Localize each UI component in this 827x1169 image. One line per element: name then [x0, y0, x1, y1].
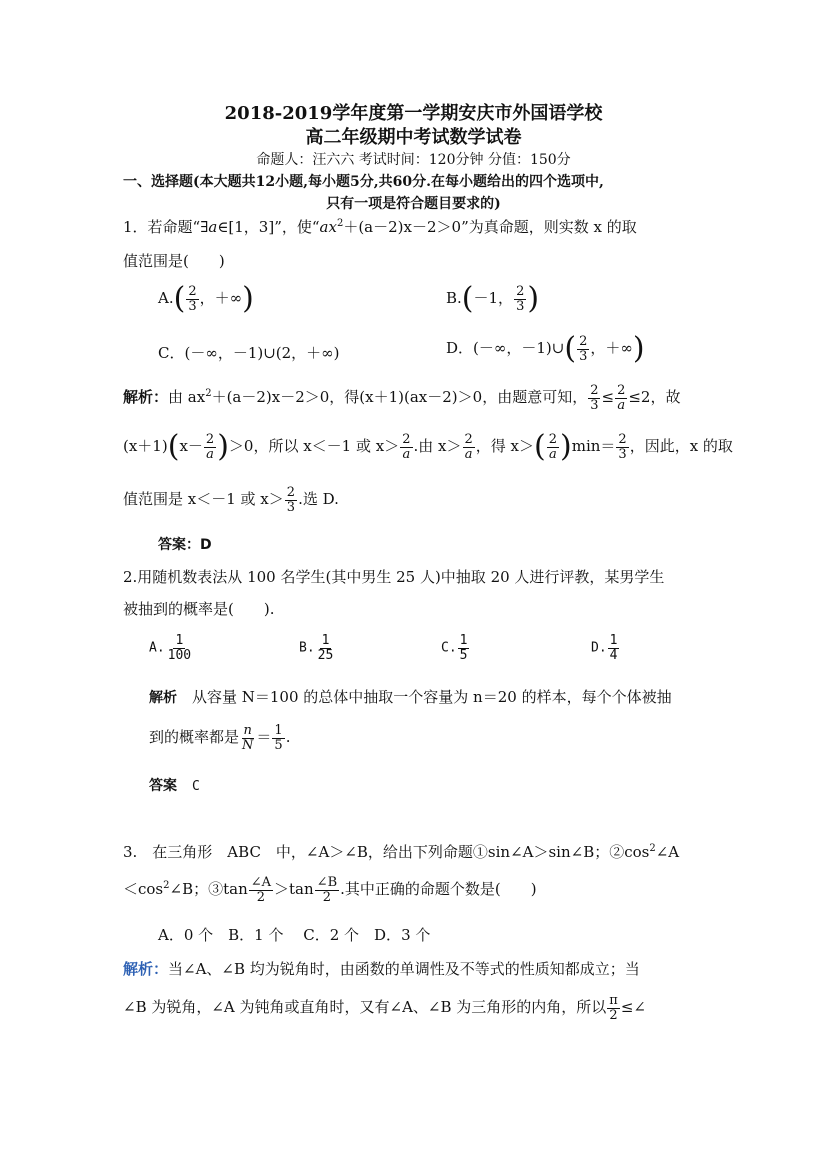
q3-stem-line2: $<\cos^2\angle B$；③tan $\frac{\angle A}{2}$ ＞tan $\frac{\angle B}{2}$ .其中正确的命题个数是( )	[123, 875, 537, 905]
q1-solution-line1: 解析：由 $ax^2+(a-2)x-2>0$，得(x＋1)(ax－2)＞0，由题意可知， $\frac{2}{3}$ ≤ $\frac{2}{a}$ ≤2，故	[123, 383, 681, 413]
doc-title: 2018-2019学年度第一学期安庆市外国语学校	[224, 103, 603, 124]
q1-stem-line2: 值范围是( )	[123, 252, 225, 270]
doc-subtitle: 高二年级期中考试数学试卷	[305, 127, 522, 148]
doc-meta: 命题人：汪六六 考试时间：120分钟 分值：150分	[256, 152, 571, 168]
q1-stem-line1: 1．若命题“∃a∈[1，3]”，使“$ax^2+(a-2)x-2>0$”为真命题，则实数 x 的取	[123, 218, 637, 236]
section-heading: 一、选择题(本大题共12小题,每小题5分,共60分.在每小题给出的四个选项中,	[123, 174, 604, 190]
q2-option-d: D. $\frac{1}{4}$	[591, 633, 618, 663]
q2-answer: 答案 C	[149, 778, 200, 794]
q1-option-a: A.( $\frac{2}{3}$ ，＋∞)	[158, 281, 254, 316]
q2-stem-line2: 被抽到的概率是( ).	[123, 600, 275, 618]
q2-option-a: A. $\frac{1}{100}$	[149, 633, 192, 663]
q2-solution-line2: 到的概率都是 $\frac{n}{N}$ ＝ $\frac{1}{5}$ .	[149, 723, 291, 753]
q1-option-c: C．(－∞，－1)∪(2，＋∞)	[158, 344, 340, 362]
q1-answer: 答案：D	[158, 537, 212, 553]
q3-solution-line2: ∠B 为锐角，∠A 为钝角或直角时，又有∠A、∠B 为三角形的内角，所以 $\frac{\pi}{2}$ ≤∠	[123, 993, 646, 1023]
q1-option-b: B.(－1， $\frac{2}{3}$ )	[446, 281, 540, 316]
q3-solution-line1: 解析：当∠A、∠B 均为锐角时，由函数的单调性及不等式的性质知都成立；当	[123, 960, 640, 978]
q1-solution-line3: 值范围是 x＜－1 或 x＞ $\frac{2}{3}$ .选 D.	[123, 485, 339, 515]
q1-solution-line2: (x＋1)(x－ $\frac{2}{a}$ )＞0，所以 x＜－1 或 x＞ $\frac{2}{a}$ .由 x＞ $\frac{2}{a}$ ，得 x＞( $\frac{2}{a}$ )min＝ $\frac{2}{3}$ ，因此，x 的取	[123, 429, 733, 464]
section-heading-2: 只有一项是符合题目要求的)	[326, 196, 501, 212]
q3-stem-line1: 3. 在三角形 ABC 中，∠A＞∠B，给出下列命题①sin∠A＞sin∠B；$②\cos^2\angle A$	[123, 843, 680, 861]
q2-option-b: B. $\frac{1}{25}$	[299, 633, 334, 663]
q2-stem-line1: 2.用随机数表法从 100 名学生(其中男生 25 人)中抽取 20 人进行评教，某男学生	[123, 568, 665, 586]
q2-option-c: C. $\frac{1}{5}$	[441, 633, 468, 663]
q2-solution-line1: 解析 从容量 N＝100 的总体中抽取一个容量为 n＝20 的样本，每个个体被抽	[149, 688, 672, 706]
q3-options: A．0 个 B．1 个 C．2 个 D．3 个	[158, 926, 431, 944]
q1-option-d: D．(－∞，－1)∪( $\frac{2}{3}$ ，＋∞)	[446, 331, 645, 366]
